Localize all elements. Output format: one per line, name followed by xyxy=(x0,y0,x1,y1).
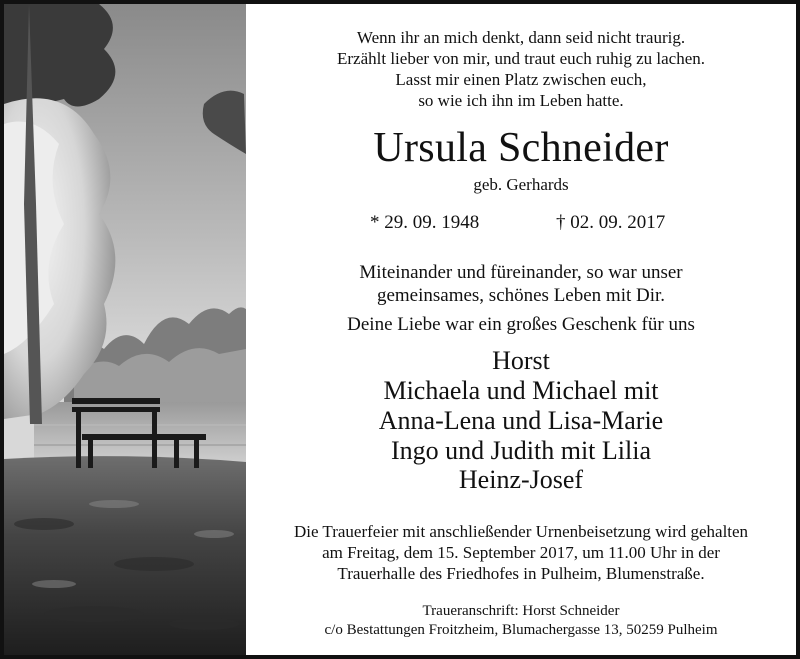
mourner-name: Michaela und Michael mit xyxy=(383,376,659,405)
ceremony-line: Trauerhalle des Friedhofes in Pulheim, Blumenstraße. xyxy=(337,564,705,583)
motto-line: Deine Liebe war ein großes Geschenk für uns xyxy=(347,314,695,335)
mourner-name: Ingo und Judith mit Lilia xyxy=(391,436,651,465)
address-line: Traueranschrift: Horst Schneider xyxy=(422,603,620,619)
ceremony-line: am Freitag, dem 15. September 2017, um 11.00 Uhr in der xyxy=(322,543,720,562)
address-line: c/o Bestattungen Froitzheim, Blumachergasse 13, 50259 Pulheim xyxy=(324,622,718,638)
death-date: † 02. 09. 2017 xyxy=(556,212,666,233)
ceremony-line: Die Trauerfeier mit anschließender Urnenbeisetzung wird gehalten xyxy=(293,522,749,541)
mourner-name: Anna-Lena und Lisa-Marie xyxy=(378,406,664,435)
mourner-name: Horst xyxy=(492,346,550,375)
birth-date: * 29. 09. 1948 xyxy=(370,212,480,233)
poem-line: so wie ich ihn im Leben hatte. xyxy=(418,91,624,110)
deceased-name: Ursula Schneider xyxy=(373,125,669,171)
poem-line: Wenn ihr an mich denkt, dann seid nicht traurig. xyxy=(356,28,686,47)
birth-name: geb. Gerhards xyxy=(473,175,569,194)
poem-line: Lasst mir einen Platz zwischen euch, xyxy=(395,70,647,89)
mourner-name: Heinz-Josef xyxy=(458,465,584,494)
park-bench-photo xyxy=(4,4,246,655)
motto-line: Miteinander und füreinander, so war unser xyxy=(359,262,683,283)
poem-line: Erzählt lieber von mir, und traut euch ruhig zu lachen. xyxy=(337,49,705,68)
motto-line: gemeinsames, schönes Leben mit Dir. xyxy=(376,285,666,306)
obituary-text xyxy=(246,4,796,655)
